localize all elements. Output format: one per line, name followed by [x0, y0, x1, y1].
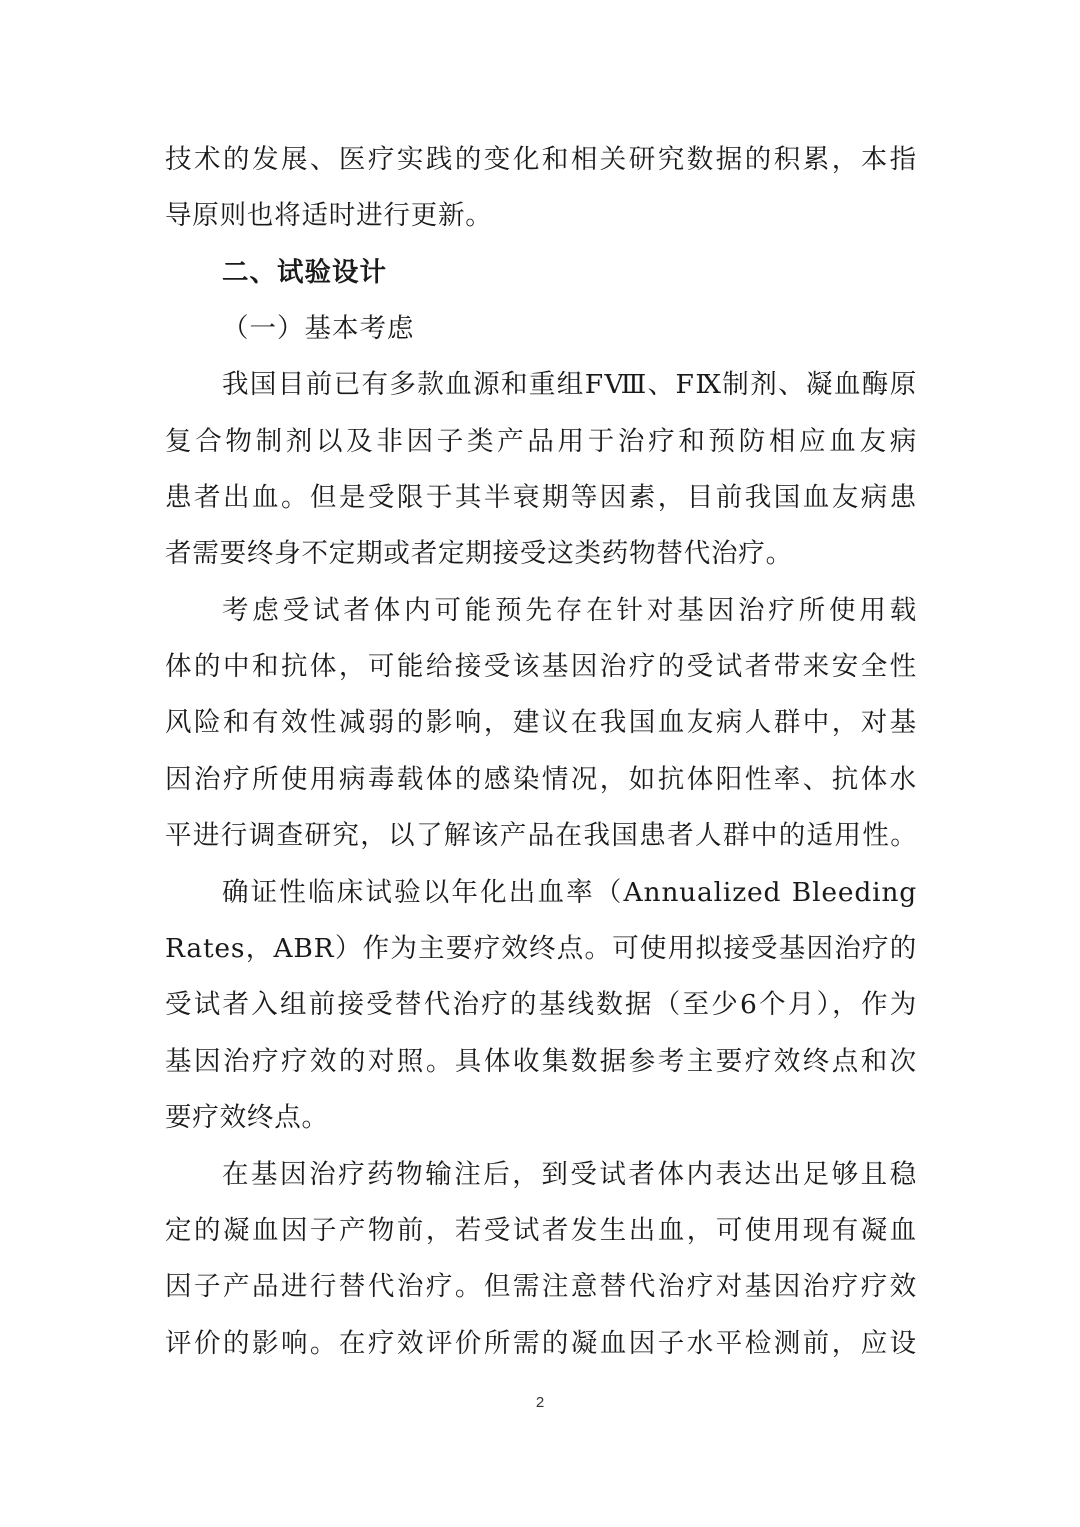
body-text-line: 复合物制剂以及非因子类产品用于治疗和预防相应血友病	[165, 426, 917, 457]
subsection-heading: （一）基本考虑	[222, 313, 415, 344]
body-text-line: 基因治疗疗效的对照。具体收集数据参考主要疗效终点和次	[165, 1046, 917, 1077]
body-text-line: 我国目前已有多款血源和重组FⅧ、FⅨ制剂、凝血酶原	[222, 369, 917, 400]
body-text-line: 评价的影响。在疗效评价所需的凝血因子水平检测前，应设	[165, 1328, 917, 1359]
body-text-line: 体的中和抗体，可能给接受该基因治疗的受试者带来安全性	[165, 651, 917, 682]
body-text-line: 者需要终身不定期或者定期接受这类药物替代治疗。	[165, 538, 793, 569]
body-text-line: 因子产品进行替代治疗。但需注意替代治疗对基因治疗疗效	[165, 1271, 917, 1302]
body-text-line: 要疗效终点。	[165, 1102, 329, 1133]
body-text-line: 考虑受试者体内可能预先存在针对基因治疗所使用载	[222, 595, 917, 626]
body-text-line: 确证性临床试验以年化出血率（Annualized Bleeding	[222, 877, 917, 908]
body-text-line: 平进行调查研究，以了解该产品在我国患者人群中的适用性。	[165, 820, 917, 851]
section-heading: 二、试验设计	[222, 257, 387, 288]
body-text-line: 在基因治疗药物输注后，到受试者体内表达出足够且稳	[222, 1159, 917, 1190]
body-text-line: 定的凝血因子产物前，若受试者发生出血，可使用现有凝血	[165, 1215, 917, 1246]
page-number: 2	[535, 1394, 545, 1411]
body-text-line: 患者出血。但是受限于其半衰期等因素，目前我国血友病患	[165, 482, 917, 513]
body-text-line: 因治疗所使用病毒载体的感染情况，如抗体阳性率、抗体水	[165, 764, 917, 795]
body-text-line: 风险和有效性减弱的影响，建议在我国血友病人群中，对基	[165, 707, 917, 738]
body-text-line: 导原则也将适时进行更新。	[165, 200, 493, 231]
body-text-line: 技术的发展、医疗实践的变化和相关研究数据的积累，本指	[165, 144, 917, 175]
body-text-line: 受试者入组前接受替代治疗的基线数据（至少6个月），作为	[165, 989, 917, 1020]
body-text-line: Rates，ABR）作为主要疗效终点。可使用拟接受基因治疗的	[165, 933, 917, 964]
